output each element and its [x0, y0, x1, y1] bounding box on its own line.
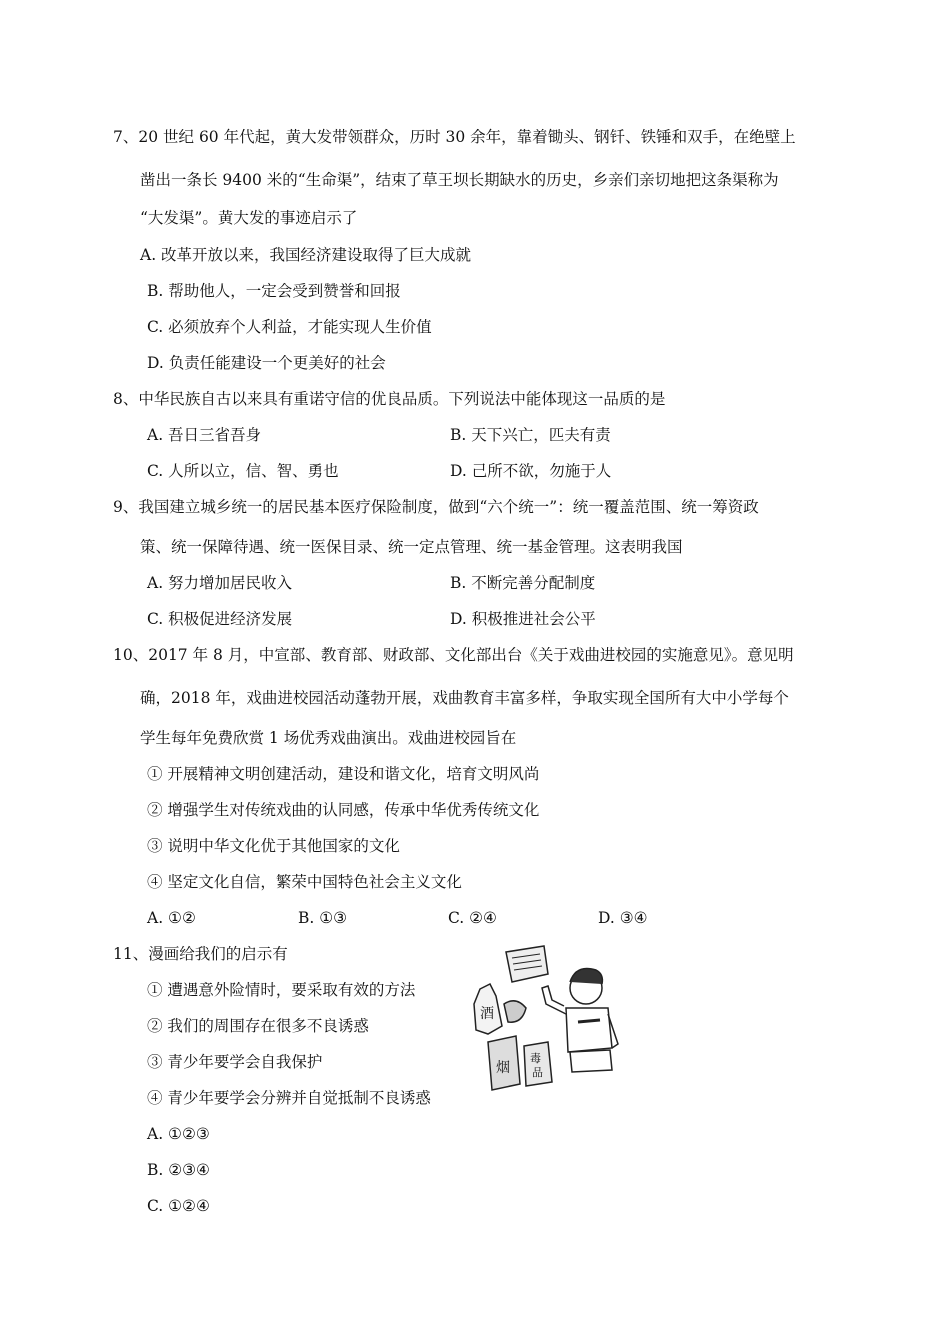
q10-statement-1: ① 开展精神文明创建活动，建设和谐文化，培育文明风尚	[147, 765, 540, 783]
q7-option-a: A. 改革开放以来，我国经济建设取得了巨大成就	[140, 246, 472, 264]
q10-stem-line-1: 10、2017 年 8 月，中宣部、教育部、财政部、文化部出台《关于戏曲进校园的实施意见》。意见明	[113, 646, 794, 664]
cartoon-label-wine: 酒	[480, 1006, 494, 1022]
q10-option-d: D. ③④	[598, 909, 648, 927]
q9-option-a: A. 努力增加居民收入	[147, 574, 293, 592]
q10-option-b: B. ①③	[298, 909, 348, 927]
q8-option-a: A. 吾日三省吾身	[147, 426, 262, 444]
q11-option-c: C. ①②④	[147, 1197, 210, 1215]
q9-option-c: C. 积极促进经济发展	[147, 610, 293, 628]
q10-statement-2: ② 增强学生对传统戏曲的认同感，传承中华优秀传统文化	[147, 801, 540, 819]
q7-option-d: D. 负责任能建设一个更美好的社会	[147, 354, 386, 372]
q11-statement-3: ③ 青少年要学会自我保护	[147, 1053, 323, 1071]
q9-option-d: D. 积极推进社会公平	[450, 610, 596, 628]
q8-stem: 8、中华民族自古以来具有重诺守信的优良品质。下列说法中能体现这一品质的是	[113, 390, 666, 408]
q10-option-a: A. ①②	[147, 909, 196, 927]
q7-option-b: B. 帮助他人，一定会受到赞誉和回报	[147, 282, 401, 300]
cartoon-label-cigarette: 烟	[496, 1060, 510, 1076]
q11-stem: 11、漫画给我们的启示有	[113, 945, 288, 963]
q10-statement-3: ③ 说明中华文化优于其他国家的文化	[147, 837, 400, 855]
q10-stem-line-3: 学生每年免费欣赏 1 场优秀戏曲演出。戏曲进校园旨在	[140, 729, 517, 747]
q7-stem-line-1: 7、20 世纪 60 年代起，黄大发带领群众，历时 30 余年，靠着锄头、钢钎、铁锤和双手，在绝壁上	[113, 128, 796, 146]
q9-option-b: B. 不断完善分配制度	[450, 574, 596, 592]
q11-statement-2: ② 我们的周围存在很多不良诱惑	[147, 1017, 369, 1035]
q9-stem-line-2: 策、统一保障待遇、统一医保目录、统一定点管理、统一基金管理。这表明我国	[140, 538, 683, 556]
q11-statement-4: ④ 青少年要学会分辨并自觉抵制不良诱惑	[147, 1089, 431, 1107]
q8-option-b: B. 天下兴亡，匹夫有责	[450, 426, 611, 444]
q7-stem-line-2: 凿出一条长 9400 米的“生命渠”，结束了草王坝长期缺水的历史，乡亲们亲切地把这条渠称为	[140, 171, 779, 189]
q10-option-c: C. ②④	[448, 909, 497, 927]
q11-option-b: B. ②③④	[147, 1161, 210, 1179]
q10-statement-4: ④ 坚定文化自信，繁荣中国特色社会主义文化	[147, 873, 462, 891]
cartoon-label-drugs-1: 毒	[530, 1052, 541, 1065]
cartoon-illustration	[466, 944, 626, 1094]
q11-statement-1: ① 遭遇意外险情时，要采取有效的方法	[147, 981, 416, 999]
q9-stem-line-1: 9、我国建立城乡统一的居民基本医疗保险制度，做到“六个统一”：统一覆盖范围、统一筹资政	[113, 498, 759, 516]
q11-option-a: A. ①②③	[147, 1125, 210, 1143]
q7-option-c: C. 必须放弃个人利益，才能实现人生价值	[147, 318, 432, 336]
q7-stem-line-3: “大发渠”。黄大发的事迹启示了	[140, 209, 358, 227]
q8-option-c: C. 人所以立，信、智、勇也	[147, 462, 339, 480]
q10-stem-line-2: 确，2018 年，戏曲进校园活动蓬勃开展，戏曲教育丰富多样，争取实现全国所有大中小学每个	[140, 689, 789, 707]
cartoon-label-drugs-2: 品	[532, 1066, 543, 1079]
q8-option-d: D. 己所不欲，勿施于人	[450, 462, 612, 480]
